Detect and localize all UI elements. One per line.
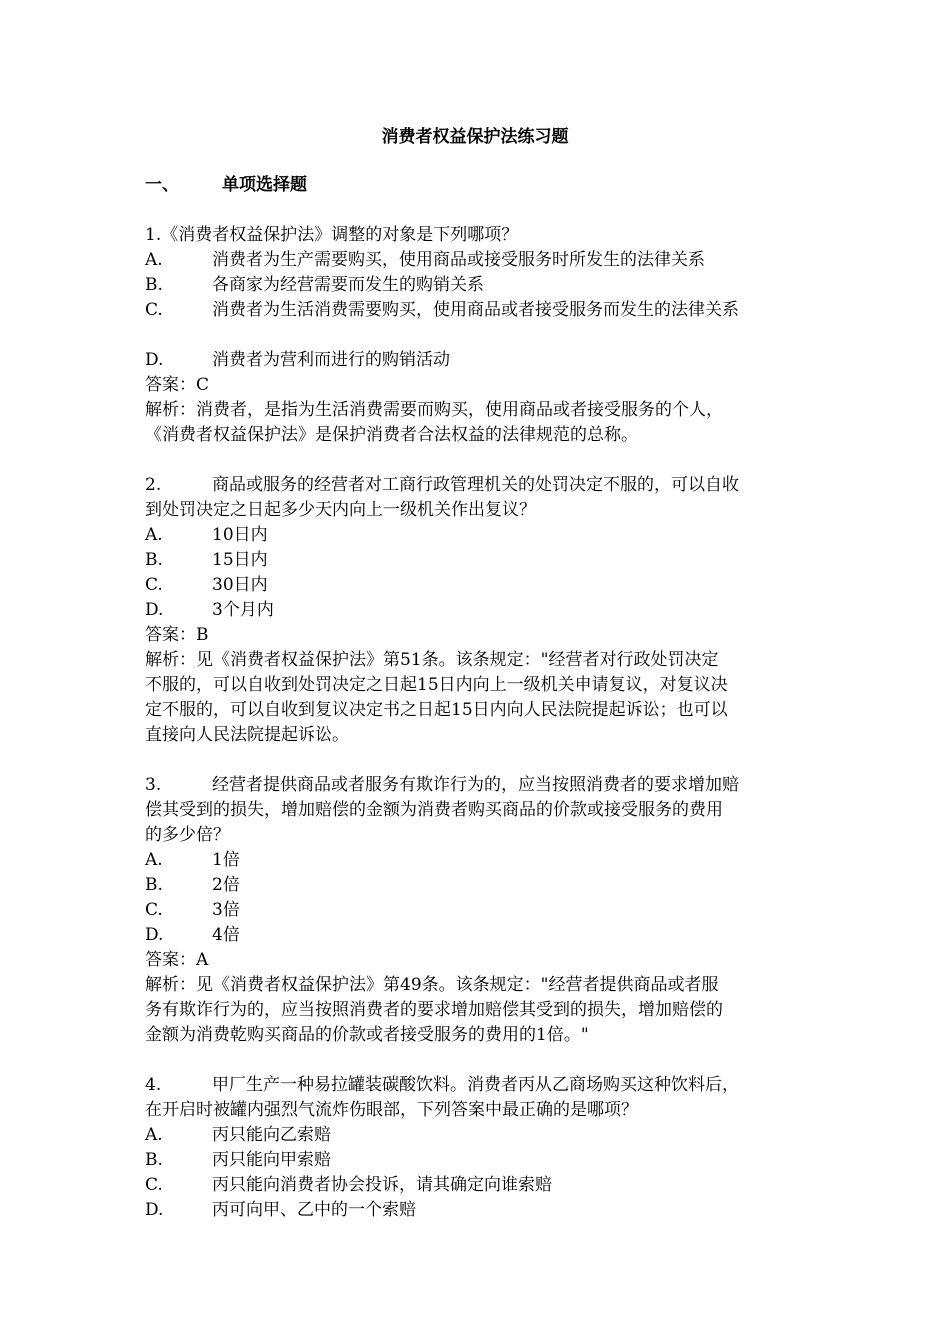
section-heading: 单项选择题 — [222, 175, 307, 195]
q3-option-b-letter: B. — [145, 875, 163, 895]
q1-option-c-text: 消费者为生活消费需要购买，使用商品或者接受服务而发生的法律关系 — [212, 300, 739, 320]
q1-option-c-letter: C. — [145, 300, 163, 320]
q2-option-b-letter: B. — [145, 550, 163, 570]
question-1-text: 1.《消费者权益保护法》调整的对象是下列哪项？ — [145, 225, 519, 245]
q4-option-a-letter: A. — [145, 1125, 163, 1145]
q3-option-a-letter: A. — [145, 850, 163, 870]
q3-analysis-line-1: 解析：见《消费者权益保护法》第49条。该条规定："经营者提供商品或者服 — [145, 975, 719, 995]
q2-analysis-line-3: 定不服的，可以自收到复议决定书之日起15日内向人民法院提起诉讼；也可以 — [145, 700, 728, 720]
q4-option-d-letter: D. — [145, 1200, 164, 1220]
question-3-text-line-3: 的多少倍？ — [145, 825, 230, 845]
q3-option-c-text: 3倍 — [212, 900, 240, 920]
q2-analysis-line-1: 解析：见《消费者权益保护法》第51条。该条规定："经营者对行政处罚决定 — [145, 650, 719, 670]
q1-analysis-line-1: 解析：消费者，是指为生活消费需要而购买，使用商品或者接受服务的个人， — [145, 400, 723, 420]
q4-option-d-text: 丙可向甲、乙中的一个索赔 — [212, 1200, 416, 1220]
q3-answer: 答案：A — [145, 950, 209, 970]
question-3-text-line-2: 偿其受到的损失，增加赔偿的金额为消费者购买商品的价款或接受服务的费用 — [145, 800, 723, 820]
q2-option-a-text: 10日内 — [212, 525, 268, 545]
q3-option-d-text: 4倍 — [212, 925, 240, 945]
q4-option-c-text: 丙只能向消费者协会投诉，请其确定向谁索赔 — [212, 1175, 552, 1195]
q3-option-a-text: 1倍 — [212, 850, 240, 870]
q3-option-d-letter: D. — [145, 925, 164, 945]
q1-analysis-line-2: 《消费者权益保护法》是保护消费者合法权益的法律规范的总称。 — [145, 425, 638, 445]
question-2-number: 2. — [145, 475, 162, 495]
q1-option-d-letter: D. — [145, 350, 164, 370]
question-2-text-line-2: 到处罚决定之日起多少天内向上一级机关作出复议？ — [145, 500, 536, 520]
question-4-text-line-1: 甲厂生产一种易拉罐装碳酸饮料。消费者丙从乙商场购买这种饮料后， — [212, 1075, 739, 1095]
q4-option-a-text: 丙只能向乙索赔 — [212, 1125, 331, 1145]
q1-option-b-text: 各商家为经营需要而发生的购销关系 — [212, 275, 484, 295]
q2-analysis-line-2: 不服的，可以自收到处罚决定之日起15日内向上一级机关申请复议，对复议决 — [145, 675, 728, 695]
q4-option-c-letter: C. — [145, 1175, 163, 1195]
q2-option-a-letter: A. — [145, 525, 163, 545]
q4-option-b-text: 丙只能向甲索赔 — [212, 1150, 331, 1170]
question-3-number: 3. — [145, 775, 162, 795]
q2-answer: 答案：B — [145, 625, 209, 645]
question-4-number: 4. — [145, 1075, 162, 1095]
q2-option-c-text: 30日内 — [212, 575, 268, 595]
page-title: 消费者权益保护法练习题 — [381, 127, 569, 147]
question-2-text-line-1: 商品或服务的经营者对工商行政管理机关的处罚决定不服的，可以自收 — [212, 475, 739, 495]
question-3-text-line-1: 经营者提供商品或者服务有欺诈行为的，应当按照消费者的要求增加赔 — [212, 775, 739, 795]
q4-option-b-letter: B. — [145, 1150, 163, 1170]
q2-analysis-line-4: 直接向人民法院提起诉讼。 — [145, 725, 349, 745]
q1-option-d-text: 消费者为营利而进行的购销活动 — [212, 350, 450, 370]
q2-option-c-letter: C. — [145, 575, 163, 595]
q1-option-a-letter: A. — [145, 250, 163, 270]
q2-option-b-text: 15日内 — [212, 550, 268, 570]
q1-answer: 答案：C — [145, 375, 210, 395]
q3-analysis-line-3: 金额为消费乾购买商品的价款或者接受服务的费用的1倍。" — [145, 1025, 589, 1045]
q3-option-c-letter: C. — [145, 900, 163, 920]
question-4-text-line-2: 在开启时被罐内强烈气流炸伤眼部，下列答案中最正确的是哪项？ — [145, 1100, 638, 1120]
q1-option-a-text: 消费者为生产需要购买，使用商品或接受服务时所发生的法律关系 — [212, 250, 705, 270]
q2-option-d-letter: D. — [145, 600, 164, 620]
q2-option-d-text: 3个月内 — [212, 600, 274, 620]
q1-option-b-letter: B. — [145, 275, 163, 295]
section-number: 一、 — [145, 175, 179, 195]
q3-option-b-text: 2倍 — [212, 875, 240, 895]
q3-analysis-line-2: 务有欺诈行为的，应当按照消费者的要求增加赔偿其受到的损失，增加赔偿的 — [145, 1000, 723, 1020]
